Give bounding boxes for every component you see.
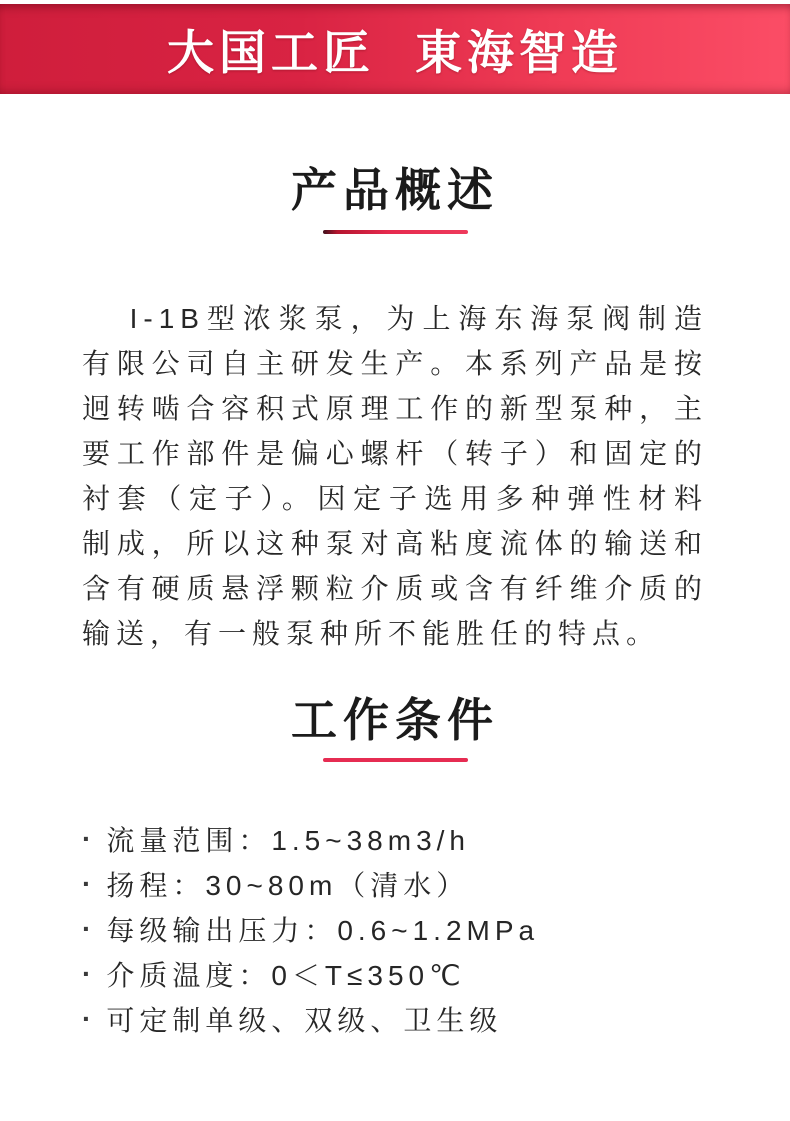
list-item <box>82 998 730 1043</box>
brand-banner <box>0 4 790 94</box>
section-working-conditions <box>0 694 790 1043</box>
bullet-dot-icon: · <box>82 823 97 854</box>
section-product-overview <box>0 164 790 656</box>
list-item <box>82 908 730 953</box>
overview-title-underline <box>323 230 468 234</box>
list-item <box>82 863 730 908</box>
bullet-dot-icon: · <box>82 868 97 899</box>
conditions-section-title: 工作条件 <box>291 694 499 746</box>
overview-paragraph: I-1B型浓浆泵，为上海东海泵阀制造有限公司自主研发生产。本系列产品是按迥转啮合容积式原理工作的新型泵种，主要工作部件是偏心螺杆（转子）和固定的衬套（定子）。因定子选用多种弹性材料制成，所以这种泵对高粘度流体的输送和含有硬质悬浮颗粒介质或含有纤维介质的输送，有一般泵种所不能胜任的特点。 <box>82 303 708 649</box>
condition-stage-pressure: 每级输出压力：0.6~1.2MPa <box>106 915 540 946</box>
bullet-dot-icon: · <box>82 913 97 944</box>
list-item <box>82 953 730 998</box>
list-item <box>82 818 730 863</box>
condition-head: 扬程：30~80m（清水） <box>106 870 470 901</box>
bullet-dot-icon: · <box>82 1003 97 1034</box>
condition-customization: 可定制单级、双级、卫生级 <box>106 1005 503 1036</box>
condition-medium-temperature: 介质温度：0＜T≤350℃ <box>106 960 466 991</box>
conditions-list <box>0 818 790 1043</box>
brand-banner-title: 大国工匠 東海智造 <box>166 25 624 79</box>
condition-flow-range: 流量范围：1.5~38m3/h <box>106 825 470 856</box>
overview-section-title: 产品概述 <box>291 164 499 216</box>
bullet-dot-icon: · <box>82 958 97 989</box>
conditions-title-underline <box>323 758 468 762</box>
product-detail-page <box>0 4 790 1121</box>
